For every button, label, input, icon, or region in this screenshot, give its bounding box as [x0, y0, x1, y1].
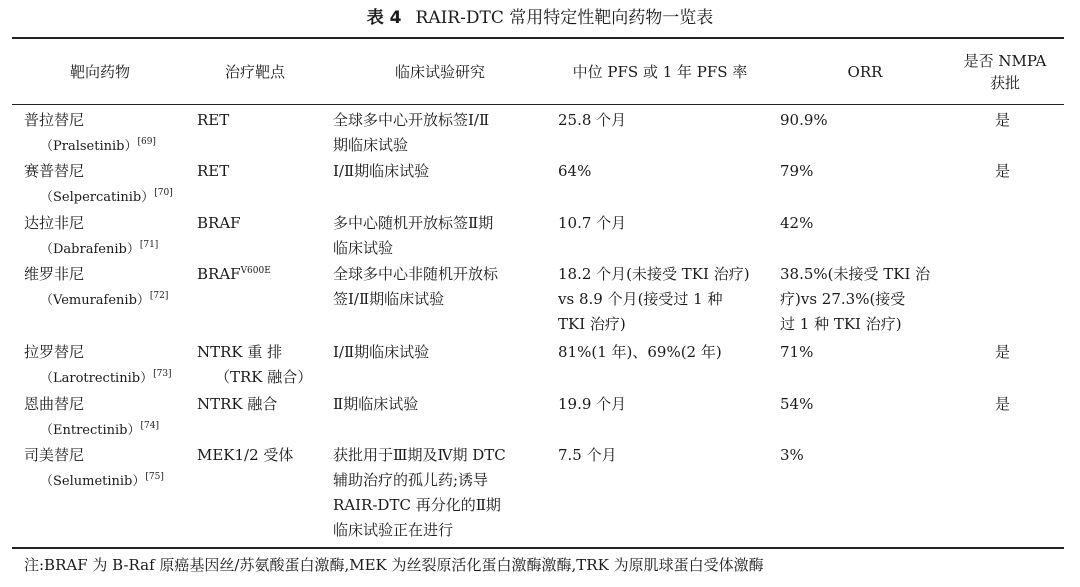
pfs-text: 18.2 个月(未接受 TKI 治疗) — [558, 265, 750, 283]
target-text: NTRK 重 排 — [197, 343, 283, 361]
orr-text: 3% — [780, 446, 804, 464]
drug-name-cn: 达拉非尼 — [24, 214, 85, 232]
pfs-text: 7.5 个月 — [558, 446, 617, 464]
drug-name-en — [40, 134, 156, 159]
trial-text: Ⅰ/Ⅱ期临床试验 — [333, 343, 430, 361]
header-nmpa — [955, 39, 1055, 104]
orr-text: 38.5%(未接受 TKI 治 — [780, 265, 931, 283]
header-nmpa-line2: 获批 — [989, 73, 1020, 92]
trial-text: 全球多中心非随机开放标 — [333, 265, 499, 283]
trial-text: 临床试验 — [333, 239, 394, 257]
drug-name-en-text: （Dabrafenib） — [40, 242, 140, 257]
target-text: BRAF — [197, 214, 241, 232]
orr-text: 79% — [780, 162, 814, 180]
header-orr: ORR — [847, 62, 883, 81]
pfs-text: 25.8 个月 — [558, 111, 627, 129]
pfs-text: vs 8.9 个月(接受过 1 种 — [558, 290, 723, 308]
bottom-rule — [12, 547, 1064, 549]
header-rule — [12, 104, 1064, 105]
header-nmpa-line1: 是否 NMPA — [963, 51, 1047, 70]
drug-name-en — [40, 469, 164, 494]
target-cell — [197, 262, 271, 287]
target-cell — [197, 159, 229, 184]
drug-name-cn: 普拉替尼 — [24, 111, 85, 129]
reference-marker: [72] — [149, 291, 169, 301]
target-subtext: （TRK 融合） — [215, 368, 313, 386]
target-text: BRAF — [197, 265, 241, 283]
trial-text: Ⅱ期临床试验 — [333, 395, 419, 413]
drug-name-cn: 恩曲替尼 — [24, 395, 85, 413]
orr-text: 疗)vs 27.3%(接受 — [780, 290, 906, 308]
table-number: 表 4 — [366, 8, 402, 28]
pfs-text: 10.7 个月 — [558, 214, 627, 232]
trial-text: 获批用于Ⅲ期及Ⅳ期 DTC — [333, 446, 506, 464]
reference-marker: [74] — [140, 421, 159, 431]
drug-name-en — [40, 237, 158, 262]
trial-text: 多中心随机开放标签Ⅱ期 — [333, 214, 494, 232]
target-mutation: V600E — [240, 266, 271, 276]
drug-name-en — [40, 366, 172, 391]
orr-text: 90.9% — [780, 111, 828, 129]
trial-text: Ⅰ/Ⅱ期临床试验 — [333, 162, 430, 180]
drug-name-cn: 拉罗替尼 — [24, 343, 85, 361]
target-cell — [197, 443, 293, 468]
drug-name-en-text: （Vemurafenib） — [40, 293, 150, 308]
target-cell — [197, 108, 229, 133]
target-text: RET — [197, 162, 230, 180]
trial-text: 签Ⅰ/Ⅱ期临床试验 — [333, 290, 445, 308]
reference-marker: [69] — [137, 137, 156, 147]
nmpa-approved: 是 — [995, 111, 1011, 129]
drug-name-en-text: （Selpercatinib） — [40, 190, 155, 205]
target-text: NTRK 融合 — [197, 395, 278, 413]
drug-name-en-text: （Larotrectinib） — [40, 371, 154, 386]
drug-name-en-text: （Entrectinib） — [40, 423, 141, 438]
pfs-text: TKI 治疗) — [558, 315, 626, 333]
target-text: RET — [197, 111, 230, 129]
drug-name-en-text: （Pralsetinib） — [40, 139, 138, 154]
target-text: MEK1/2 受体 — [197, 446, 294, 464]
header-target: 治疗靶点 — [224, 62, 285, 81]
table-title: RAIR-DTC 常用特定性靶向药物一览表 — [415, 8, 714, 28]
table-footnote: 注:BRAF 为 B-Raf 原癌基因丝/苏氨酸蛋白激酶,MEK 为丝裂原活化蛋白激酶激酶,TRK 为原肌球蛋白受体激酶 — [24, 556, 764, 574]
pfs-text: 64% — [558, 162, 592, 180]
drug-name-cn: 赛普替尼 — [24, 162, 85, 180]
drug-name-en — [40, 418, 159, 443]
pfs-text: 19.9 个月 — [558, 395, 627, 413]
drug-name-cn: 维罗非尼 — [24, 265, 85, 283]
drug-name-cn: 司美替尼 — [24, 446, 85, 464]
trial-text: 临床试验正在进行 — [333, 521, 454, 539]
reference-marker: [73] — [153, 369, 172, 379]
trial-text: 辅助治疗的孤儿药;诱导 — [333, 471, 489, 489]
orr-text: 71% — [780, 343, 814, 361]
header-pfs: 中位 PFS 或 1 年 PFS 率 — [572, 62, 748, 81]
target-cell — [197, 392, 277, 417]
orr-text: 54% — [780, 395, 814, 413]
trial-text: RAIR-DTC 再分化的Ⅱ期 — [333, 496, 501, 514]
trial-text: 全球多中心开放标签Ⅰ/Ⅱ — [333, 111, 490, 129]
header-drug: 靶向药物 — [69, 62, 130, 81]
drug-name-en — [40, 288, 168, 313]
nmpa-approved: 是 — [995, 162, 1011, 180]
target-cell — [197, 340, 282, 365]
table-caption — [0, 8, 1080, 28]
pfs-text: 81%(1 年)、69%(2 年) — [558, 343, 722, 361]
reference-marker: [71] — [139, 240, 159, 250]
drug-name-en-text: （Selumetinib） — [40, 474, 146, 489]
reference-marker: [70] — [154, 188, 173, 198]
target-cell — [197, 211, 241, 236]
orr-text: 过 1 种 TKI 治疗) — [780, 315, 902, 333]
drug-name-en — [40, 185, 173, 210]
reference-marker: [75] — [145, 472, 164, 482]
nmpa-approved: 是 — [995, 395, 1011, 413]
nmpa-approved: 是 — [995, 343, 1011, 361]
trial-text: 期临床试验 — [333, 136, 409, 154]
header-trial: 临床试验研究 — [394, 62, 485, 81]
orr-text: 42% — [780, 214, 814, 232]
